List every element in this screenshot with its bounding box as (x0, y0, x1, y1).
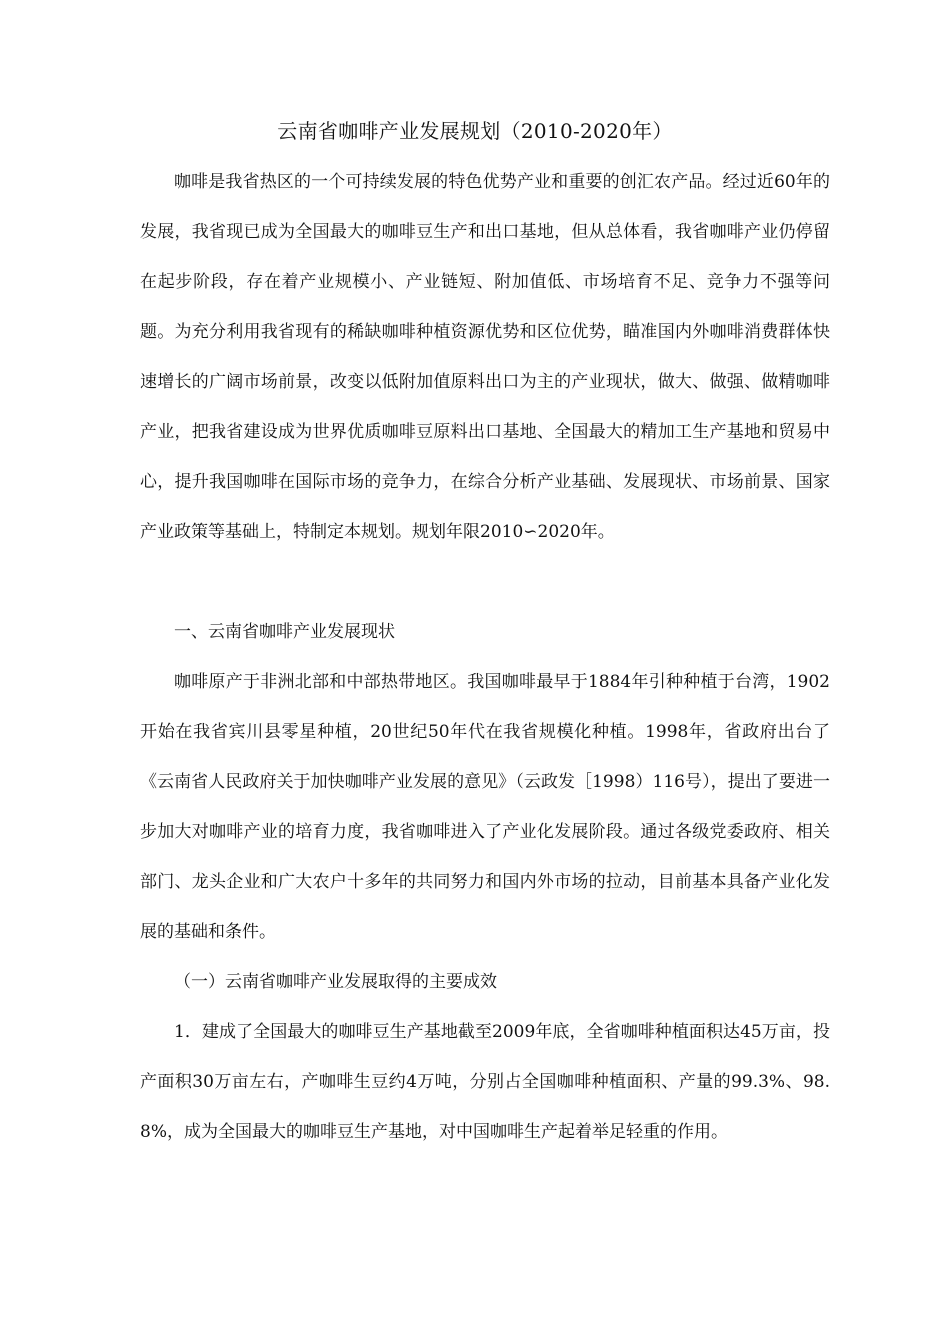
document-title: 云南省咖啡产业发展规划（2010-2020年） (277, 119, 673, 143)
subsection-heading: （一）云南省咖啡产业发展取得的主要成效 (174, 972, 497, 992)
section-heading: 一、云南省咖啡产业发展现状 (174, 622, 395, 642)
achievement-paragraph: 1．建成了全国最大的咖啡豆生产基地截至2009年底，全省咖啡种植面积达45万亩，投产面积30万亩左右，产咖啡生豆约4万吨，分别占全国咖啡种植面积、产量的99.3%、98.8%，成为全国最大的咖啡豆生产基地，对中国咖啡生产起着举足轻重的作用。 (140, 1022, 830, 1142)
history-paragraph: 咖啡原产于非洲北部和中部热带地区。我国咖啡最早于1884年引种种植于台湾，1902开始在我省宾川县零星种植，20世纪50年代在我省规模化种植。1998年，省政府出台了《云南省人民政府关于加快咖啡产业发展的意见》（云政发［1998）116号），提出了要进一步加大对咖啡产业的培育力度，我省咖啡进入了产业化发展阶段。通过各级党委政府、相关部门、龙头企业和广大农户十多年的共同努力和国内外市场的拉动，目前基本具备产业化发展的基础和条件。 (140, 672, 830, 942)
intro-paragraph: 咖啡是我省热区的一个可持续发展的特色优势产业和重要的创汇农产品。经过近60年的发展，我省现已成为全国最大的咖啡豆生产和出口基地，但从总体看，我省咖啡产业仍停留在起步阶段，存在着产业规模小、产业链短、附加值低、市场培育不足、竞争力不强等问题。为充分利用我省现有的稀缺咖啡种植资源优势和区位优势，瞄准国内外咖啡消费群体快速增长的广阔市场前景，改变以低附加值原料出口为主的产业现状，做大、做强、做精咖啡产业，把我省建设成为世界优质咖啡豆原料出口基地、全国最大的精加工生产基地和贸易中心，提升我国咖啡在国际市场的竞争力，在综合分析产业基础、发展现状、市场前景、国家产业政策等基础上，特制定本规划。规划年限2010∽2020年。 (140, 172, 830, 542)
